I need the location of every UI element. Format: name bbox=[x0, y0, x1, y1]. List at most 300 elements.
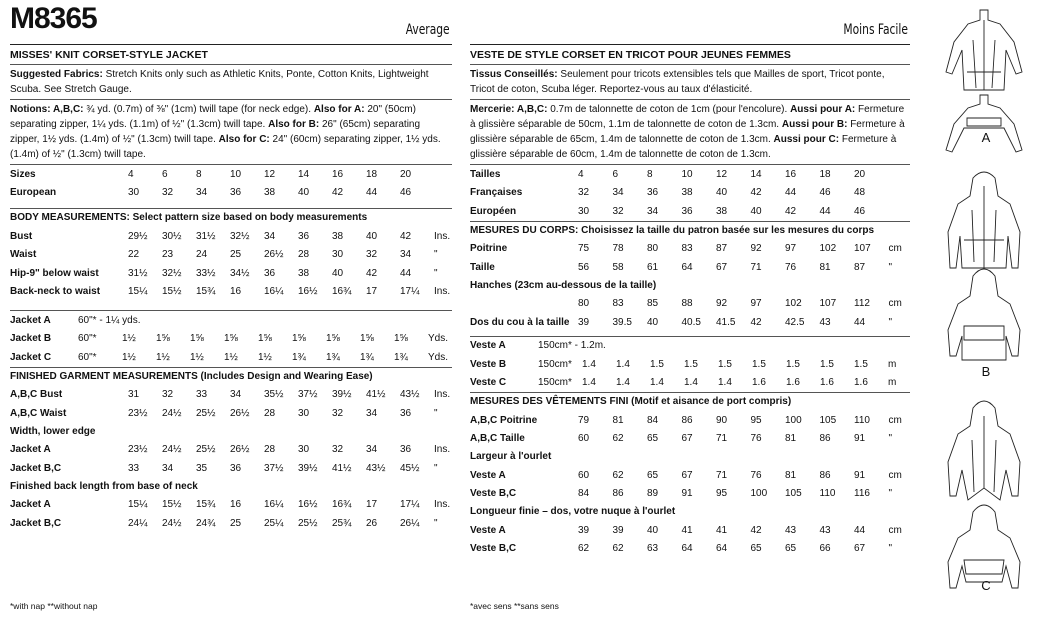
value-cell: 89 bbox=[647, 488, 659, 500]
value-cell: 39 bbox=[578, 316, 590, 328]
value-cell: 1.4 bbox=[684, 377, 698, 389]
value-cell: 1⅝ bbox=[292, 333, 306, 345]
row-label bbox=[470, 295, 578, 314]
value-cell: 84 bbox=[647, 414, 659, 426]
value-cell: 17 bbox=[366, 286, 378, 298]
difficulty-label-fr: Moins Facile bbox=[843, 22, 908, 38]
value-cell: 37½ bbox=[264, 462, 284, 474]
value-cell: 42 bbox=[750, 524, 762, 536]
value-cell: 24¾ bbox=[196, 517, 216, 529]
unit-cell: m bbox=[888, 377, 897, 389]
body-measurements-table-fr-2 bbox=[470, 295, 910, 332]
unit-cell: " bbox=[434, 517, 438, 529]
value-cell: 62 bbox=[612, 469, 624, 481]
value-cell: 24½ bbox=[162, 517, 182, 529]
value-cell: 36 bbox=[647, 187, 659, 199]
unit-cell: " bbox=[888, 543, 893, 555]
value-cell: 102 bbox=[819, 243, 837, 255]
row-label: A,B,C Bust bbox=[10, 389, 63, 401]
value-cell: 36 bbox=[230, 462, 242, 474]
value-cell: 42 bbox=[366, 267, 378, 279]
value-cell: 40 bbox=[332, 267, 344, 279]
value-cell: 34 bbox=[162, 462, 174, 474]
unit-cell bbox=[889, 184, 911, 203]
table-row bbox=[10, 496, 452, 515]
value-cell: 81 bbox=[785, 433, 797, 445]
value-cell: 62 bbox=[612, 543, 624, 555]
value-cell: 30 bbox=[128, 187, 140, 199]
value-cell: 1.5 bbox=[718, 358, 732, 370]
value-cell: 112 bbox=[854, 298, 870, 310]
value-cell: 42 bbox=[332, 187, 344, 199]
value-cell: 12 bbox=[264, 165, 298, 184]
value-cell: 34 bbox=[647, 205, 659, 217]
value-cell: 14 bbox=[751, 165, 786, 184]
value-cell: 92 bbox=[716, 298, 728, 310]
value-cell: 8 bbox=[647, 165, 682, 184]
value-cell: 1⅝ bbox=[258, 333, 272, 345]
value-cell: 26½ bbox=[230, 407, 250, 419]
value-cell: 1.5 bbox=[650, 358, 664, 370]
row-label: Veste B bbox=[470, 358, 507, 370]
value-cell: 38 bbox=[264, 187, 276, 199]
value-cell: 1.5 bbox=[786, 358, 800, 370]
value-cell: 25 bbox=[230, 517, 242, 529]
value-cell: 58 bbox=[612, 261, 624, 273]
unit-cell: " bbox=[434, 462, 438, 474]
value-cell: 30 bbox=[578, 205, 590, 217]
value-cell: 8 bbox=[196, 165, 230, 184]
value-cell: 88 bbox=[681, 298, 693, 310]
row-label: Hip-9" below waist bbox=[10, 267, 99, 279]
value-cell: 75 bbox=[578, 243, 590, 255]
value-cell: 33 bbox=[128, 462, 140, 474]
unit-cell: cm bbox=[888, 243, 902, 255]
row-label: Bust bbox=[10, 230, 33, 242]
value-cell: 91 bbox=[854, 433, 866, 445]
value-cell: 45½ bbox=[400, 462, 420, 474]
row-label: Waist bbox=[10, 249, 37, 261]
value-cell: 83 bbox=[612, 298, 624, 310]
back-length-table-fr bbox=[470, 521, 910, 558]
view-a-front-drawing bbox=[946, 10, 1022, 90]
back-length-table bbox=[10, 496, 452, 533]
table-row bbox=[10, 330, 452, 349]
view-b-back-drawing bbox=[948, 269, 1020, 360]
difficulty-label: Average bbox=[406, 22, 450, 38]
notions-paragraph-fr: Mercerie: A,B,C: 0.7m de talonnette de coton de 1cm (pour l'encolure). Aussi pour A: Fermeture à glissière séparable de 50cm, 1.1m de talonnette de coton de 1.3cm. Aussi pour B: Fermeture à glissière séparable de 65cm, 1.4m de talonnette de coton de 1.3cm. Aussi pour C: Fermeture à glissière séparable de 60cm, 1.4m de talonnette de coton de 1.3cm. bbox=[470, 99, 910, 164]
value-cell: 38 bbox=[716, 205, 728, 217]
width-lower-edge-title-fr: Largeur à l'ourlet bbox=[470, 451, 552, 462]
value-cell: 36 bbox=[400, 407, 412, 419]
value-cell: 32 bbox=[162, 389, 174, 401]
value-cell: 87 bbox=[716, 243, 728, 255]
value-cell: 81 bbox=[819, 261, 831, 273]
value-cell: 43 bbox=[785, 524, 797, 536]
fabric-width-cell: 150cm* bbox=[538, 377, 572, 389]
value-cell: 64 bbox=[681, 261, 693, 273]
table-row bbox=[10, 441, 452, 460]
value-cell: 35 bbox=[196, 462, 208, 474]
row-label: Françaises bbox=[470, 187, 523, 199]
jacket-illustrations-svg bbox=[940, 0, 1050, 632]
value-cell: 30 bbox=[298, 444, 310, 456]
value-cell: 1.5 bbox=[854, 358, 868, 370]
value-cell: 76 bbox=[785, 261, 797, 273]
value-cell: 107 bbox=[819, 298, 837, 310]
fabrics-paragraph: Suggested Fabrics: Stretch Knits only such as Athletic Knits, Ponte, Cotton Knits, Lightweight Scuba. See Stretch Gauge. bbox=[10, 64, 452, 99]
value-cell: 22 bbox=[128, 249, 140, 261]
row-label: Veste A bbox=[470, 469, 506, 481]
body-measurements-title: BODY MEASUREMENTS: Select pattern size based on body measurements bbox=[10, 208, 452, 227]
value-cell: 95 bbox=[750, 414, 762, 426]
view-b-label: B bbox=[981, 364, 991, 379]
value-cell: 78 bbox=[612, 243, 624, 255]
value-cell: 16 bbox=[785, 165, 820, 184]
value-cell: 87 bbox=[854, 261, 866, 273]
header-en bbox=[10, 0, 452, 44]
value-cell: 15¼ bbox=[128, 286, 148, 298]
value-cell: 44 bbox=[366, 187, 378, 199]
value-cell: 65 bbox=[647, 433, 659, 445]
value-cell: 1.6 bbox=[854, 377, 868, 389]
table-row bbox=[10, 404, 452, 423]
value-cell: 42 bbox=[400, 230, 412, 242]
unit-cell: " bbox=[888, 316, 893, 328]
value-cell: 26½ bbox=[230, 444, 250, 456]
value-cell: 86 bbox=[681, 414, 693, 426]
value-cell: 71 bbox=[750, 261, 762, 273]
value-cell: 35½ bbox=[264, 389, 284, 401]
value-cell: 79 bbox=[578, 414, 590, 426]
value-cell: 60 bbox=[578, 469, 590, 481]
value-cell: 40 bbox=[716, 187, 728, 199]
value-cell: 30 bbox=[332, 249, 344, 261]
value-cell: 33½ bbox=[196, 267, 216, 279]
value-cell: 34 bbox=[366, 444, 378, 456]
value-cell: 29½ bbox=[128, 230, 148, 242]
table-row bbox=[470, 540, 910, 559]
value-cell: 65 bbox=[785, 543, 797, 555]
value-cell: 16¾ bbox=[332, 499, 352, 511]
value-cell: 67 bbox=[681, 433, 693, 445]
row-label: Veste A bbox=[470, 336, 538, 355]
value-cell: 25¼ bbox=[264, 517, 284, 529]
value-cell: 24½ bbox=[162, 407, 182, 419]
value-cell: 26½ bbox=[264, 249, 284, 261]
value-cell: 34 bbox=[400, 249, 412, 261]
value-cell: 10 bbox=[230, 165, 264, 184]
value-cell: 25½ bbox=[196, 407, 216, 419]
sizes-table bbox=[10, 164, 452, 202]
value-cell: 1.4 bbox=[582, 377, 596, 389]
value-cell: 1¾ bbox=[292, 351, 306, 363]
footnote-fr: *avec sens **sans sens bbox=[470, 601, 559, 611]
value-cell: 1½ bbox=[122, 333, 136, 345]
value-cell: 1.6 bbox=[786, 377, 800, 389]
value-cell: 1.5 bbox=[684, 358, 698, 370]
row-label: Veste C bbox=[470, 377, 507, 389]
value-cell: 36 bbox=[264, 267, 276, 279]
value-cell: 92 bbox=[750, 243, 762, 255]
width-table bbox=[10, 441, 452, 478]
value-cell: 37½ bbox=[298, 389, 318, 401]
value-cell: 32½ bbox=[230, 230, 250, 242]
value-cell: 17¼ bbox=[400, 499, 420, 511]
unit-cell: Ins. bbox=[434, 499, 451, 511]
value-cell: 1⅝ bbox=[360, 333, 374, 345]
value-cell: 46 bbox=[819, 187, 831, 199]
value-cell: 86 bbox=[819, 433, 831, 445]
value-cell: 41.5 bbox=[716, 316, 736, 328]
value-cell: 39 bbox=[612, 524, 624, 536]
value-cell: 40 bbox=[366, 230, 378, 242]
value-cell: 1⅝ bbox=[156, 333, 170, 345]
value-cell: 25¾ bbox=[332, 517, 352, 529]
value-cell: 10 bbox=[682, 165, 717, 184]
body-measurements-table-fr bbox=[470, 240, 910, 277]
value-cell: 105 bbox=[819, 414, 837, 426]
value-cell: 32 bbox=[612, 205, 624, 217]
body-measurements-title-fr: MESURES DU CORPS: Choisissez la taille du patron basée sur les mesures du corps bbox=[470, 221, 910, 240]
value-cell: 40 bbox=[647, 524, 659, 536]
table-row bbox=[10, 264, 452, 283]
value-cell: 43½ bbox=[400, 389, 420, 401]
view-a-label: A bbox=[981, 130, 991, 145]
table-row bbox=[10, 184, 452, 203]
value-cell: 1⅝ bbox=[190, 333, 204, 345]
hips-title-fr: Hanches (23cm au-dessous de la taille) bbox=[470, 279, 657, 291]
value-cell: 16¾ bbox=[332, 286, 352, 298]
value-cell: 32 bbox=[578, 187, 590, 199]
view-c-label: C bbox=[981, 578, 991, 593]
value-cell: 1.5 bbox=[752, 358, 766, 370]
value-cell: 34½ bbox=[230, 267, 250, 279]
value-cell: 1½ bbox=[156, 351, 170, 363]
value-cell: 36 bbox=[400, 444, 412, 456]
row-label: Veste B,C bbox=[470, 488, 517, 500]
value-cell: 4 bbox=[578, 165, 613, 184]
value-cell: 1.4 bbox=[616, 358, 630, 370]
row-label: European bbox=[10, 187, 57, 199]
unit-cell: cm bbox=[888, 414, 902, 426]
value-cell: 86 bbox=[819, 469, 831, 481]
table-row bbox=[470, 184, 910, 203]
unit-cell: Ins. bbox=[434, 444, 451, 456]
value-cell: 24¼ bbox=[128, 517, 148, 529]
value-cell: 36 bbox=[681, 205, 693, 217]
table-row bbox=[470, 374, 910, 393]
table-row bbox=[470, 411, 910, 430]
value-cell: 18 bbox=[820, 165, 855, 184]
yardage-table-fr bbox=[470, 336, 910, 393]
value-cell: 26¼ bbox=[400, 517, 420, 529]
value-cell: 17¼ bbox=[400, 286, 420, 298]
row-label: Tailles bbox=[470, 165, 578, 184]
value-cell: 16½ bbox=[298, 499, 318, 511]
fabric-width-cell: 150cm* - 1.2m. bbox=[538, 336, 910, 355]
row-label: A,B,C Poitrine bbox=[470, 414, 538, 426]
french-column bbox=[470, 0, 910, 558]
value-cell: 41½ bbox=[366, 389, 386, 401]
value-cell: 76 bbox=[750, 433, 762, 445]
row-label: A,B,C Taille bbox=[470, 433, 525, 445]
value-cell: 42 bbox=[750, 187, 762, 199]
value-cell: 107 bbox=[854, 243, 871, 255]
value-cell: 43 bbox=[819, 316, 831, 328]
value-cell: 1⅝ bbox=[326, 333, 340, 345]
value-cell: 83 bbox=[681, 243, 693, 255]
value-cell: 63 bbox=[647, 543, 659, 555]
finished-measurements-title: FINISHED GARMENT MEASUREMENTS (Includes Design and Wearing Ease) bbox=[10, 367, 452, 386]
value-cell: 42.5 bbox=[785, 316, 805, 328]
value-cell: 33 bbox=[196, 389, 208, 401]
value-cell: 40 bbox=[647, 316, 659, 328]
value-cell: 80 bbox=[647, 243, 659, 255]
back-length-title: Finished back length from base of neck bbox=[10, 480, 198, 492]
row-label: Jacket A bbox=[10, 499, 51, 511]
value-cell: 85 bbox=[647, 298, 659, 310]
value-cell: 1.6 bbox=[752, 377, 766, 389]
table-row bbox=[10, 311, 452, 330]
view-b-front-drawing bbox=[948, 172, 1020, 268]
value-cell: 97 bbox=[785, 243, 797, 255]
unit-cell bbox=[889, 165, 911, 184]
value-cell: 20 bbox=[854, 165, 889, 184]
value-cell: 34 bbox=[612, 187, 624, 199]
value-cell: 16¼ bbox=[264, 286, 284, 298]
row-label: Taille bbox=[470, 261, 495, 273]
value-cell: 24 bbox=[196, 249, 208, 261]
value-cell: 38 bbox=[681, 187, 693, 199]
value-cell: 64 bbox=[681, 543, 693, 555]
value-cell: 39½ bbox=[332, 389, 352, 401]
value-cell: 34 bbox=[230, 389, 242, 401]
value-cell: 36 bbox=[298, 230, 310, 242]
value-cell: 24½ bbox=[162, 444, 182, 456]
row-label: Jacket A bbox=[10, 311, 78, 330]
value-cell: 102 bbox=[785, 298, 802, 310]
unit-cell: Ins. bbox=[434, 286, 451, 298]
back-length-title-fr: Longueur finie – dos, votre nuque à l'ourlet bbox=[470, 506, 676, 517]
table-row bbox=[470, 313, 910, 332]
table-row bbox=[470, 336, 910, 355]
unit-cell: cm bbox=[888, 469, 902, 481]
unit-cell bbox=[889, 202, 911, 221]
value-cell: 1¾ bbox=[360, 351, 374, 363]
value-cell: 32 bbox=[332, 407, 344, 419]
value-cell: 14 bbox=[298, 165, 332, 184]
unit-cell: Yds. bbox=[428, 333, 449, 345]
row-label: Européen bbox=[470, 205, 517, 217]
value-cell: 16¼ bbox=[264, 499, 284, 511]
value-cell: 100 bbox=[750, 488, 768, 500]
garment-title: MISSES' KNIT CORSET-STYLE JACKET bbox=[10, 49, 208, 61]
value-cell: 32 bbox=[162, 187, 174, 199]
row-label: Jacket B bbox=[10, 333, 52, 345]
table-row bbox=[470, 466, 910, 485]
value-cell: 42 bbox=[750, 316, 762, 328]
value-cell: 15¼ bbox=[128, 499, 148, 511]
value-cell: 1¾ bbox=[394, 351, 408, 363]
table-row bbox=[470, 258, 910, 277]
value-cell: 100 bbox=[785, 414, 802, 426]
value-cell: 60 bbox=[578, 433, 590, 445]
row-label: Jacket B,C bbox=[10, 517, 62, 529]
fabric-width-cell: 60"* bbox=[78, 351, 97, 363]
value-cell: 84 bbox=[578, 488, 590, 500]
body-measurements-table bbox=[10, 227, 452, 301]
value-cell: 34 bbox=[264, 230, 276, 242]
yardage-table bbox=[10, 310, 452, 367]
value-cell: 62 bbox=[578, 543, 590, 555]
value-cell: 32 bbox=[366, 249, 378, 261]
footnote-en: *with nap **without nap bbox=[10, 601, 98, 611]
value-cell: 1.4 bbox=[582, 358, 596, 370]
value-cell: 65 bbox=[647, 469, 659, 481]
value-cell: 40 bbox=[298, 187, 310, 199]
value-cell: 23½ bbox=[128, 407, 148, 419]
table-row bbox=[10, 514, 452, 533]
value-cell: 91 bbox=[681, 488, 693, 500]
value-cell: 1½ bbox=[224, 351, 238, 363]
value-cell: 65 bbox=[750, 543, 762, 555]
table-row bbox=[10, 227, 452, 246]
value-cell: 48 bbox=[854, 187, 866, 199]
unit-cell: Ins. bbox=[434, 230, 451, 242]
unit-cell: cm bbox=[888, 298, 902, 310]
fabric-width-cell: 150cm* bbox=[538, 358, 572, 370]
garment-title-fr: VESTE DE STYLE CORSET EN TRICOT POUR JEUNES FEMMES bbox=[470, 49, 791, 61]
unit-cell: m bbox=[888, 358, 897, 370]
value-cell: 105 bbox=[785, 488, 802, 500]
row-label: Jacket B,C bbox=[10, 462, 62, 474]
value-cell: 16 bbox=[230, 499, 242, 511]
value-cell: 1⅝ bbox=[394, 333, 408, 345]
value-cell: 86 bbox=[612, 488, 624, 500]
value-cell: 23½ bbox=[128, 444, 148, 456]
value-cell: 26 bbox=[366, 517, 378, 529]
table-row bbox=[470, 430, 910, 449]
value-cell: 81 bbox=[612, 414, 624, 426]
value-cell: 28 bbox=[298, 249, 310, 261]
view-c-back-drawing bbox=[948, 505, 1020, 588]
value-cell: 95 bbox=[716, 488, 728, 500]
value-cell: 62 bbox=[612, 433, 624, 445]
notions-paragraph: Notions: A,B,C: ¾ yd. (0.7m) of ⅜" (1cm) twill tape (for neck edge). Also for A: 20" (50cm) separating zipper, 1¼ yds. (1.1m) of ½" (1.3cm) twill tape. Also for B: 26" (65cm) separating zipper, 1½ yds. (1.4m) of ½" (1.3cm) twill tape. Also for C: 24" (60cm) separating zipper, 1½ yds. (1.4m) of ½" (1.3cm) twill tape. bbox=[10, 99, 452, 164]
value-cell: 38 bbox=[298, 267, 310, 279]
value-cell: 4 bbox=[128, 165, 162, 184]
value-cell: 41 bbox=[681, 524, 693, 536]
value-cell: 71 bbox=[716, 469, 728, 481]
header-fr bbox=[470, 0, 910, 44]
table-row bbox=[10, 348, 452, 367]
value-cell: 56 bbox=[578, 261, 590, 273]
fabric-width-cell: 60"* - 1¼ yds. bbox=[78, 311, 452, 330]
english-column bbox=[10, 0, 452, 533]
table-row bbox=[470, 355, 910, 374]
value-cell: 1.4 bbox=[616, 377, 630, 389]
value-cell: 18 bbox=[366, 165, 400, 184]
value-cell: 16 bbox=[332, 165, 366, 184]
value-cell: 97 bbox=[750, 298, 762, 310]
value-cell: 31 bbox=[128, 389, 140, 401]
value-cell: 28 bbox=[264, 444, 276, 456]
unit-cell: " bbox=[434, 267, 438, 279]
table-row bbox=[10, 246, 452, 265]
value-cell: 32 bbox=[332, 444, 344, 456]
value-cell: 1.4 bbox=[718, 377, 732, 389]
